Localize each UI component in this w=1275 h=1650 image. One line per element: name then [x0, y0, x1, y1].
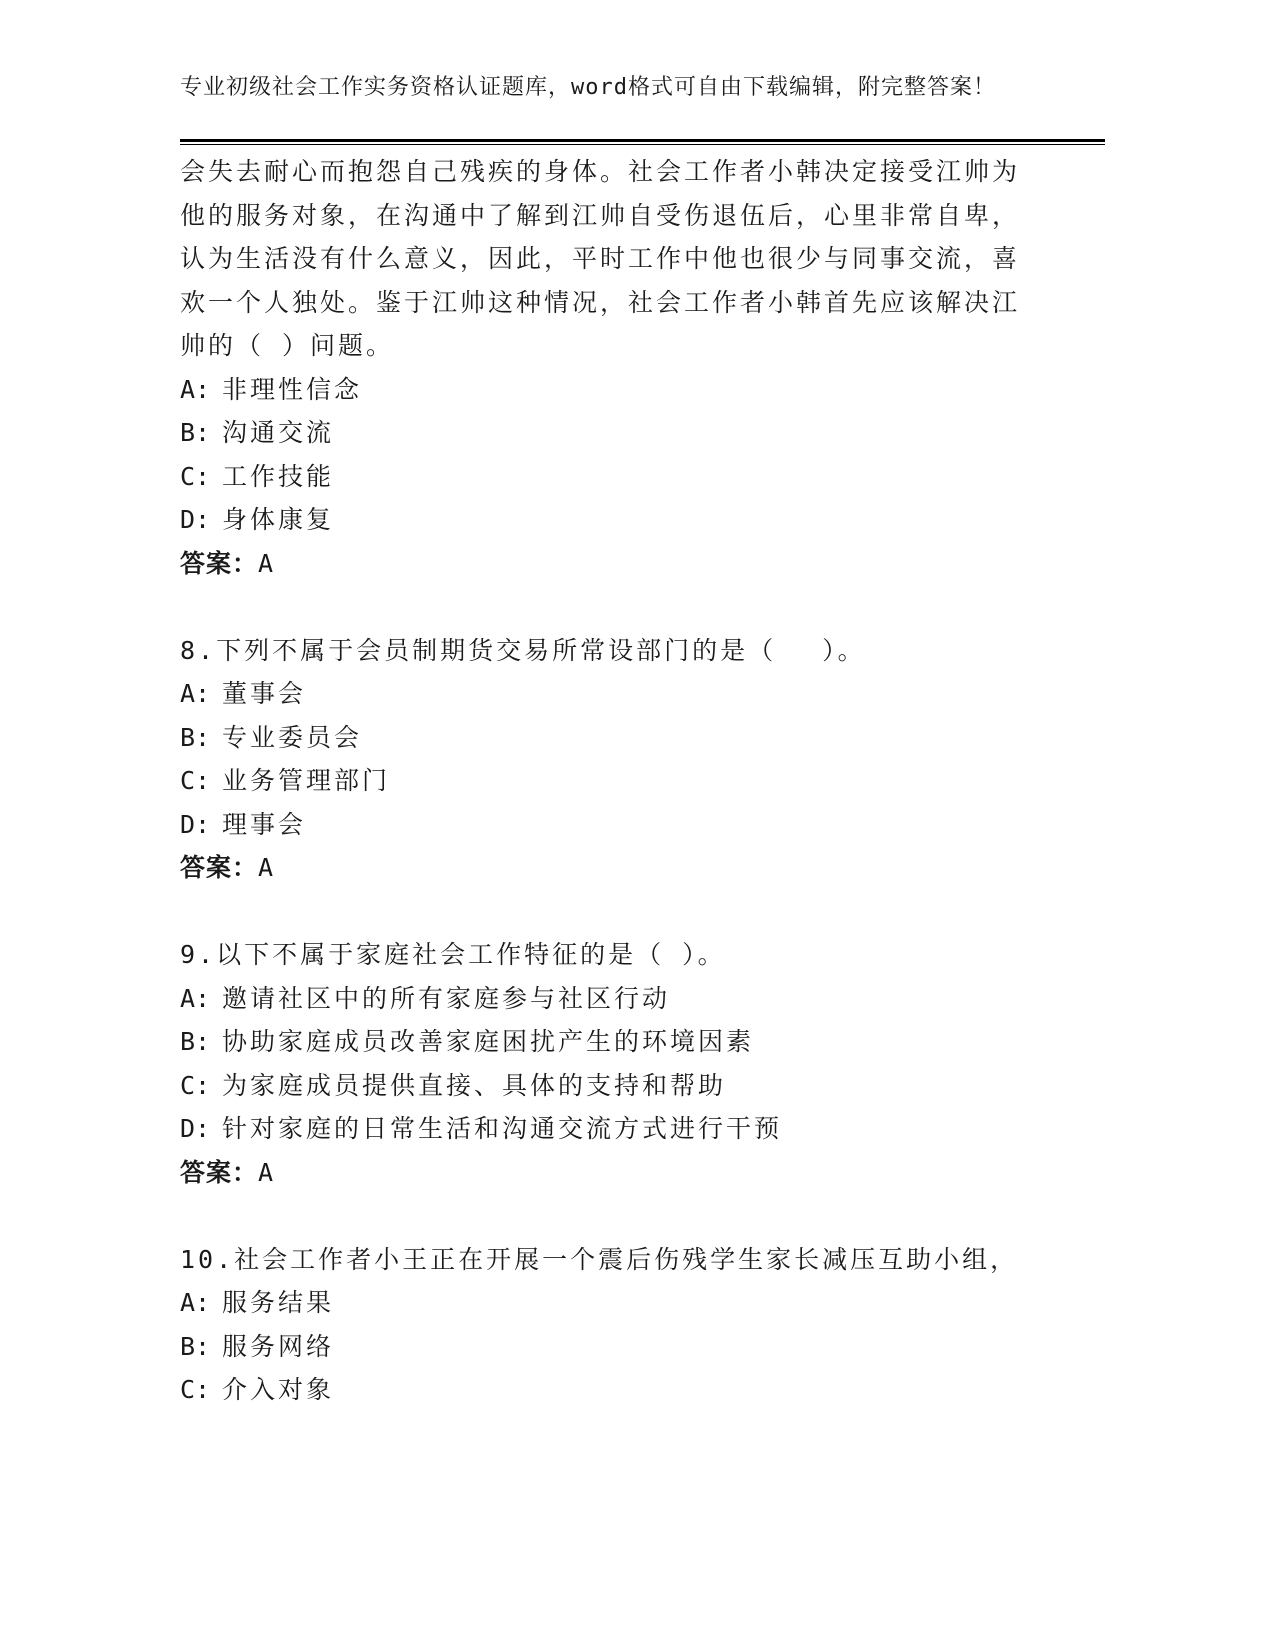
option-letter: C: — [180, 1375, 211, 1404]
question-stem: 9.以下不属于家庭社会工作特征的是（ ）。 — [180, 940, 726, 969]
answer-label: 答案： — [180, 1157, 259, 1187]
option-text: 非理性信念 — [222, 374, 363, 404]
option-a — [180, 368, 1060, 412]
option-a — [180, 977, 1060, 1021]
option-c — [180, 759, 1060, 803]
option-text: 协助家庭成员改善家庭困扰产生的环境因素 — [222, 1027, 755, 1056]
answer-line — [180, 542, 1060, 586]
option-text: 针对家庭的日常生活和沟通交流方式进行干预 — [222, 1114, 783, 1143]
page-header: 专业初级社会工作实务资格认证题库，word格式可自由下载编辑，附完整答案！ — [180, 75, 996, 100]
spacer — [180, 585, 1060, 629]
option-text: 邀请社区中的所有家庭参与社区行动 — [222, 983, 671, 1013]
option-letter: B: — [180, 722, 211, 752]
option-text: 服务结果 — [222, 1288, 335, 1317]
option-a — [180, 1281, 1060, 1325]
answer-value: A — [258, 1157, 275, 1187]
question-8 — [180, 629, 1060, 890]
option-text: 介入对象 — [222, 1375, 335, 1404]
option-text: 业务管理部门 — [222, 766, 391, 795]
answer-line — [180, 846, 1060, 890]
option-b — [180, 411, 1060, 455]
question-stem-line: 认为生活没有什么意义，因此，平时工作中他也很少与同事交流，喜 — [180, 244, 1021, 273]
question-10 — [180, 1238, 1060, 1412]
option-letter: A: — [180, 679, 211, 708]
option-text: 专业委员会 — [222, 722, 363, 752]
option-d — [180, 803, 1060, 847]
question-stem-line: 帅的（ ）问题。 — [180, 331, 395, 360]
option-c — [180, 1064, 1060, 1108]
option-text: 董事会 — [222, 679, 307, 708]
question-stem-line: 他的服务对象，在沟通中了解到江帅自受伤退伍后，心里非常自卑， — [180, 200, 1021, 230]
option-letter: D: — [180, 1114, 211, 1143]
option-letter: D: — [180, 505, 211, 534]
spacer — [180, 890, 1060, 934]
option-letter: C: — [180, 1070, 211, 1100]
option-letter: C: — [180, 766, 211, 795]
answer-label: 答案： — [180, 548, 259, 578]
option-text: 为家庭成员提供直接、具体的支持和帮助 — [222, 1070, 727, 1100]
option-letter: A: — [180, 1288, 211, 1317]
option-c — [180, 1368, 1060, 1412]
question-9 — [180, 933, 1060, 1194]
spacer — [180, 1194, 1060, 1238]
option-text: 理事会 — [222, 809, 307, 839]
option-c — [180, 455, 1060, 499]
option-d — [180, 498, 1060, 542]
option-d — [180, 1107, 1060, 1151]
option-letter: D: — [180, 809, 211, 839]
answer-line — [180, 1151, 1060, 1195]
option-letter: B: — [180, 1027, 211, 1056]
option-letter: B: — [180, 1331, 211, 1361]
option-text: 服务网络 — [222, 1331, 335, 1361]
question-stem: 10.社会工作者小王正在开展一个震后伤残学生家长减压互助小组， — [180, 1244, 1019, 1274]
answer-value: A — [258, 853, 275, 882]
answer-value: A — [258, 548, 275, 578]
option-a — [180, 672, 1060, 716]
header-rule-thick — [180, 139, 1105, 142]
option-letter: A: — [180, 983, 211, 1013]
question-7 — [180, 150, 1060, 585]
option-letter: A: — [180, 374, 211, 404]
option-text: 沟通交流 — [222, 418, 335, 447]
option-letter: B: — [180, 418, 211, 447]
option-b — [180, 1020, 1060, 1064]
question-stem-line: 会失去耐心而抱怨自己残疾的身体。社会工作者小韩决定接受江帅为 — [180, 157, 1021, 186]
option-b — [180, 716, 1060, 760]
header-rule-thin — [180, 144, 1105, 145]
question-content — [180, 150, 1060, 1412]
answer-label: 答案： — [180, 853, 259, 882]
question-stem: 8.下列不属于会员制期货交易所常设部门的是（ ）。 — [180, 635, 866, 665]
option-text: 身体康复 — [222, 505, 335, 534]
option-b — [180, 1325, 1060, 1369]
option-letter: C: — [180, 461, 211, 491]
option-text: 工作技能 — [222, 461, 335, 491]
question-stem-line: 欢一个人独处。鉴于江帅这种情况，社会工作者小韩首先应该解决江 — [180, 287, 1021, 317]
